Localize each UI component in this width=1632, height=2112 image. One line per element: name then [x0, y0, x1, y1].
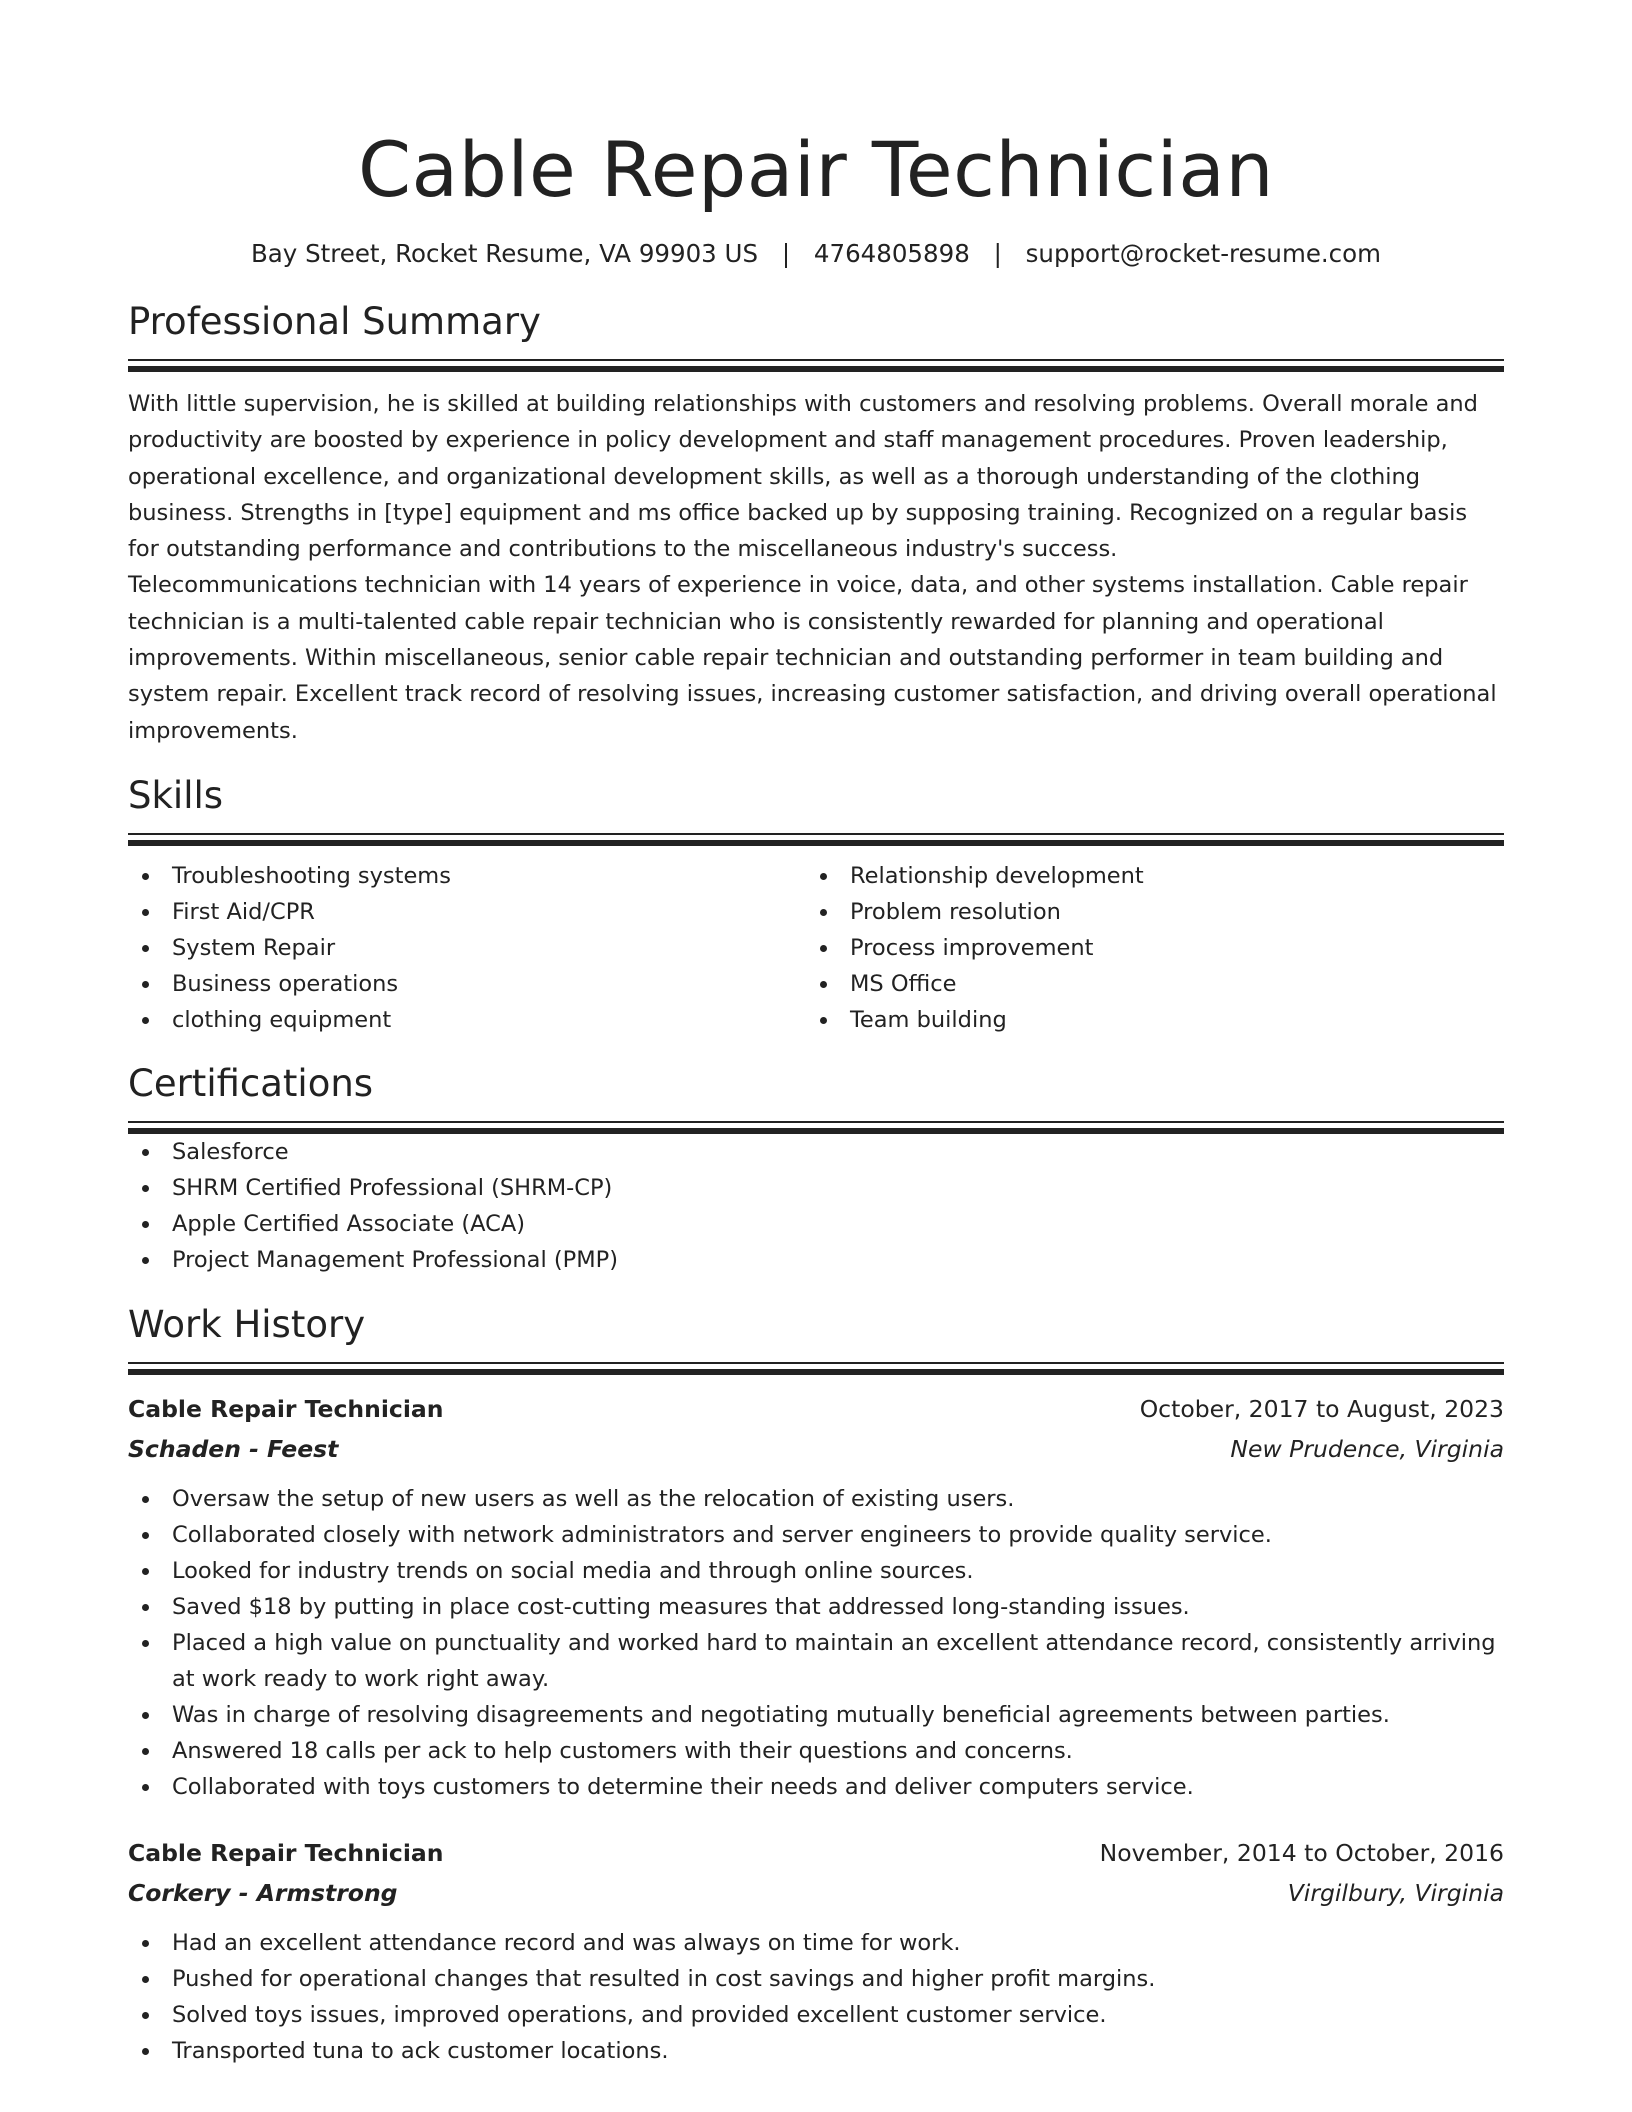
job-header — [128, 1389, 1504, 1429]
contact-separator: | — [993, 239, 1002, 268]
skill-item: Relationship development — [806, 858, 1484, 894]
job-bullet: Transported tuna to ack customer locations. — [128, 2033, 1504, 2069]
job-header — [128, 1833, 1504, 1873]
skill-item: First Aid/CPR — [128, 894, 806, 930]
job-title: Cable Repair Technician — [128, 1838, 444, 1867]
summary-paragraph: With little supervision, he is skilled at building relationships with customers and resolving problems. Overall morale and productivity are boosted by experience in policy development and staff management procedures. Proven leadership, operational excellence, and organizational development skills, as well as a thorough understanding of the clothing business. Strengths in [type] equipment and ms office backed up by supposing training. Recognized on a regular basis for outstanding performance and contributions to the miscellaneous industry's success. — [128, 391, 1478, 563]
bullet-icon — [820, 909, 827, 916]
job-entry — [128, 1389, 1504, 1805]
skill-item: Business operations — [128, 966, 806, 1002]
job-bullet: Solved toys issues, improved operations, and provided excellent customer service. — [128, 1997, 1504, 2033]
bullet-icon — [142, 1976, 149, 1983]
job-title: Cable Repair Technician — [128, 1394, 444, 1423]
skill-item: System Repair — [128, 930, 806, 966]
bullet-icon — [142, 1712, 149, 1719]
contact-line — [128, 238, 1504, 270]
job-dates: October, 2017 to August, 2023 — [1139, 1394, 1504, 1423]
bullet-icon — [820, 873, 827, 880]
section-divider — [128, 359, 1504, 361]
bullet-icon — [142, 1017, 149, 1024]
contact-address: Bay Street, Rocket Resume, VA 99903 US — [250, 239, 759, 268]
skill-item: Troubleshooting systems — [128, 858, 806, 894]
section-title-summary: Professional Summary — [128, 300, 541, 343]
job-bullet: Collaborated closely with network administrators and server engineers to provide quality service. — [128, 1517, 1504, 1553]
job-bullet: Placed a high value on punctuality and worked hard to maintain an excellent attendance record, consistently arriving at work ready to work right away. — [128, 1625, 1504, 1697]
skill-item: MS Office — [806, 966, 1484, 1002]
skills-column-right — [806, 858, 1484, 1038]
bullet-icon — [142, 1532, 149, 1539]
job-bullet: Looked for industry trends on social media and through online sources. — [128, 1553, 1504, 1589]
bullet-icon — [142, 1784, 149, 1791]
section-title-work-history: Work History — [128, 1302, 366, 1346]
bullet-icon — [142, 1748, 149, 1755]
contact-phone: 4764805898 — [813, 239, 970, 268]
work-history-section — [128, 1303, 1504, 2069]
job-company: Corkery - Armstrong — [128, 1878, 398, 1907]
bullet-icon — [142, 945, 149, 952]
bullet-icon — [142, 1185, 149, 1192]
bullet-icon — [820, 1017, 827, 1024]
section-divider — [128, 366, 1504, 372]
certification-item: Project Management Professional (PMP) — [128, 1242, 1504, 1278]
section-divider — [128, 1362, 1504, 1364]
section-title-skills: Skills — [128, 773, 224, 817]
summary-text — [128, 386, 1504, 749]
skill-item: Process improvement — [806, 930, 1484, 966]
job-bullet: Had an excellent attendance record and was always on time for work. — [128, 1925, 1504, 1961]
summary-paragraph: Telecommunications technician with 14 years of experience in voice, data, and other systems installation. Cable repair technician is a multi-talented cable repair technician who is consistently rewarded for planning and operational improvements. Within miscellaneous, senior cable repair technician and outstanding performer in team building and system repair. Excellent track record of resolving issues, increasing customer satisfaction, and driving overall operational improvements. — [128, 572, 1497, 744]
bullet-icon — [142, 2012, 149, 2019]
job-location: Virgilbury, Virginia — [1287, 1878, 1504, 1907]
bullet-icon — [142, 1257, 149, 1264]
section-divider — [128, 1121, 1504, 1123]
job-company: Schaden - Feest — [128, 1434, 339, 1463]
certification-item: Salesforce — [128, 1134, 1504, 1170]
job-bullets — [128, 1925, 1504, 2069]
bullet-icon — [820, 981, 827, 988]
job-bullet: Was in charge of resolving disagreements and negotiating mutually beneficial agreements between parties. — [128, 1697, 1504, 1733]
job-bullet: Collaborated with toys customers to determine their needs and deliver computers service. — [128, 1769, 1504, 1805]
bullet-icon — [142, 1568, 149, 1575]
section-divider — [128, 840, 1504, 846]
section-title-certifications: Certifications — [128, 1061, 374, 1105]
skills-grid — [128, 858, 1504, 1038]
job-location: New Prudence, Virginia — [1230, 1434, 1504, 1463]
bullet-icon — [142, 873, 149, 880]
section-divider — [128, 1369, 1504, 1375]
resume-page — [128, 0, 1504, 2069]
bullet-icon — [142, 1496, 149, 1503]
bullet-icon — [142, 1149, 149, 1156]
bullet-icon — [142, 1221, 149, 1228]
section-divider — [128, 833, 1504, 835]
certifications-section — [128, 1062, 1504, 1278]
certifications-list — [128, 1134, 1504, 1278]
bullet-icon — [142, 1940, 149, 1947]
job-entry — [128, 1833, 1504, 2069]
skills-section — [128, 774, 1504, 1038]
job-bullet: Pushed for operational changes that resulted in cost savings and higher profit margins. — [128, 1961, 1504, 1997]
skill-item: clothing equipment — [128, 1002, 806, 1038]
bullet-icon — [142, 909, 149, 916]
job-bullet: Saved $18 by putting in place cost-cutting measures that addressed long-standing issues. — [128, 1589, 1504, 1625]
bullet-icon — [142, 1640, 149, 1647]
skill-item: Team building — [806, 1002, 1484, 1038]
skill-item: Problem resolution — [806, 894, 1484, 930]
bullet-icon — [142, 981, 149, 988]
job-bullets — [128, 1481, 1504, 1805]
certification-item: SHRM Certified Professional (SHRM-CP) — [128, 1170, 1504, 1206]
job-subheader — [128, 1873, 1504, 1913]
summary-section — [128, 300, 1504, 749]
certification-item: Apple Certified Associate (ACA) — [128, 1206, 1504, 1242]
job-bullet: Oversaw the setup of new users as well as the relocation of existing users. — [128, 1481, 1504, 1517]
bullet-icon — [142, 2048, 149, 2055]
skills-column-left — [128, 858, 806, 1038]
contact-separator: | — [781, 239, 791, 268]
bullet-icon — [820, 945, 827, 952]
bullet-icon — [142, 1604, 149, 1611]
job-subheader — [128, 1429, 1504, 1469]
resume-name: Cable Repair Technician — [357, 125, 1275, 214]
job-bullet: Answered 18 calls per ack to help customers with their questions and concerns. — [128, 1733, 1504, 1769]
job-dates: November, 2014 to October, 2016 — [1099, 1838, 1504, 1867]
contact-email: support@rocket-resume.com — [1025, 239, 1382, 268]
